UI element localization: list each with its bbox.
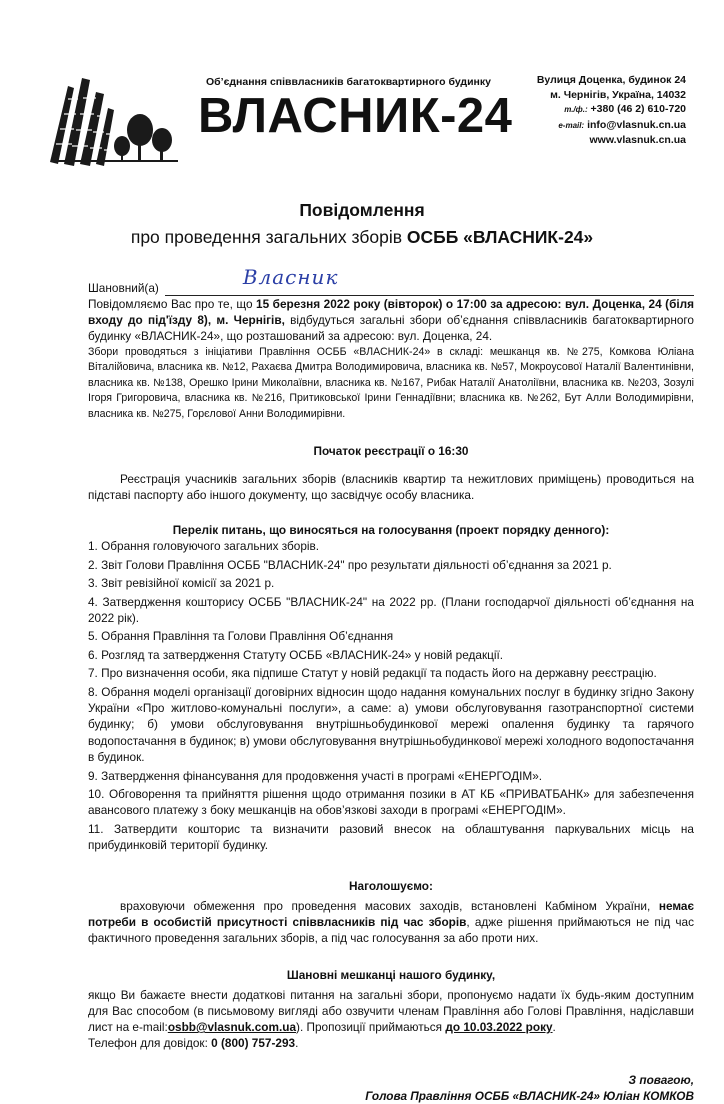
phone-value: +380 (46 2) 610-720 <box>590 103 686 116</box>
salutation <box>88 265 694 296</box>
phone-label: т./ф.: <box>564 105 588 115</box>
contact-block <box>537 73 686 148</box>
intro-paragraph <box>88 296 694 345</box>
emphasis-paragraph <box>88 898 694 947</box>
address-line-1: Вулиця Доценка, будинок 24 <box>536 74 686 86</box>
subtitle-org: ОСББ «ВЛАСНИК-24» <box>406 227 594 247</box>
email-label: e-mail: <box>558 120 585 130</box>
agenda-item: 1. Обрання головуючого загальних зборів. <box>88 539 320 554</box>
agenda-item: 7. Про визначення особи, яка підпише Статут у новій редакції та подасть його на державну реєстрацію. <box>88 666 657 681</box>
agenda-item: 8. Обрання моделі організації договірних відносин щодо надання комунальних послуг в будинку згідно Закону України «Про житлово-комунальні послуги», а саме: а) умови обслуговування газотранспортної системи будинку; б) умови обслуговування внутрішньобудинкової мережі опалення будинку та гарячого водопостачання в будинок; в) умови обслуговування внутрішньобудинкової мережі холодного водопостачання в будинок. <box>88 684 694 765</box>
agenda-list <box>88 538 694 853</box>
residents-text-2: ). Пропозиції приймаються <box>296 1020 446 1035</box>
org-subtitle: Об’єднання співвласників багатоквартирного будинку <box>206 76 491 88</box>
phone-line <box>537 102 686 118</box>
help-phone-line <box>88 1035 694 1051</box>
regards: З повагою, <box>628 1072 694 1087</box>
handwritten-name: Власник <box>242 265 339 289</box>
salutation-label: Шановний(а) <box>88 280 159 295</box>
website: www.vlasnuk.cn.ua <box>589 134 686 147</box>
agenda-item: 6. Розгляд та затвердження Статуту ОСББ «ВЛАСНИК-24» у новій редакції. <box>88 647 504 662</box>
subtitle-prefix: про проведення загальних зборів <box>130 227 407 247</box>
agenda-item: 2. Звіт Голови Правління ОСББ "ВЛАСНИК-24" про результати діяльності об’єднання за 2021 р. <box>88 557 612 572</box>
help-phone: 0 (800) 757-293 <box>211 1036 296 1051</box>
agenda-item: 9. Затвердження фінансування для продовження участі в програмі «ЕНЕРГОДІМ». <box>88 768 543 783</box>
residents-paragraph <box>88 987 694 1036</box>
emphasis-text-1: враховуючи обмеження про проведення масових заходів, встановлені Кабміном України, <box>120 898 659 913</box>
emphasis-heading: Наголошуємо: <box>349 878 433 893</box>
initiators-paragraph: Збори проводяться з ініціативи Правління ОСББ «ВЛАСНИК-24» в складі: мешканця кв. №275, Комкова Юліана Віталійовича, власника кв. №12, Рахаєва Дмитра Володимировича, власника кв. №57, Мокроусової Наталії Валентинівни, власника кв. №138, Орешко Ірини Миколаївни, власника кв. №167, Рибак Наталії Анатоліївни, власника кв. №203, Зозулі Ігоря Григоровича, власника кв. №216, Притиковської Ірини Геннадіївни; власника кв. №262, Бут Алли Володимирівни, власника кв. №275, Горєлової Анни Володимирівни. <box>88 345 694 420</box>
intro-text-1: Повідомляємо Вас про те, що <box>88 297 257 311</box>
document-title: Повідомлення <box>299 200 425 220</box>
agenda-item: 5. Обрання Правління та Голови Правління Об’єднання <box>88 629 394 644</box>
registration-heading: Початок реєстрації о 16:30 <box>313 443 469 458</box>
buildings-logo-icon <box>42 74 182 166</box>
proposals-deadline: до 10.03.2022 року <box>445 1020 553 1035</box>
email-value: info@vlasnuk.cn.ua <box>587 118 686 131</box>
document-subtitle <box>0 227 724 248</box>
help-phone-label: Телефон для довідок: <box>88 1036 212 1051</box>
residents-text-1: якщо Ви бажаєте внести додаткові питання на загальні збори, пропонуємо надати їх будь-яким доступним для Вас способом (в письмовому вигляді або озвучити членам Правління або Голові Правління, надіславши лист на e-mail: <box>88 987 694 1035</box>
email-line <box>537 118 686 134</box>
document-body <box>88 265 695 1104</box>
agenda-item: 10. Обговорення та прийняття рішення щодо отримання позики в АТ КБ «ПРИВАТБАНК» для забезпечення авансового платежу з боку мешканців на обов’язкові заходи в програмі «ЕНЕРГОДІМ». <box>88 787 694 818</box>
intro-date-place: 15 березня 2022 року (вівторок) о 17:00 за адресою: вул. Доценка, 24 (біля входу до під'їзду 8), м. Чернігів, <box>88 297 695 328</box>
address-line-2: м. Чернігів, Україна, 14032 <box>550 88 686 101</box>
agenda-item: 3. Звіт ревізійної комісії за 2021 р. <box>88 576 275 591</box>
residents-text-3: . <box>552 1020 556 1035</box>
agenda-item: 4. Затвердження кошторису ОСББ "ВЛАСНИК-24" на 2022 рр. (Плани господарчої діяльності об’єднання на 2022 рік). <box>88 594 694 626</box>
brand-name: ВЛАСНИК-24 <box>198 89 513 143</box>
proposals-email-link[interactable]: osbb@vlasnuk.com.ua <box>167 1020 297 1035</box>
agenda-heading: Перелік питань, що виносяться на голосування (проект порядку денного): <box>172 523 610 538</box>
residents-heading: Шановні мешканці нашого будинку, <box>286 967 496 982</box>
emphasis-bold: немає потреби в особистій присутності співвласників під час зборів <box>88 898 694 930</box>
emphasis-text-2: , адже рішення приймаються не під час фактичного проведення загальних зборів, а під час голосування за або проти них. <box>88 915 695 946</box>
signer: Голова Правління ОСББ «ВЛАСНИК-24» Юліан КОМКОВ <box>365 1088 694 1103</box>
agenda-item: 11. Затвердити кошторис та визначити разовий внесок на облаштування паркувальних місць на прибудинковій території будинку. <box>88 821 694 853</box>
intro-text-2: відбудуться загальні збори об’єднання співвласників багатоквартирного будинку «ВЛАСНИК-24», що розташований за адресою: вул. Доценка, 24. <box>88 313 694 344</box>
registration-paragraph: Реєстрація учасників загальних зборів (власників квартир та нежитлових приміщень) проводиться на підставі паспорту або іншого документу, що засвідчує особу власника. <box>88 471 694 502</box>
help-phone-end: . <box>295 1036 299 1051</box>
salutation-line <box>165 265 694 296</box>
